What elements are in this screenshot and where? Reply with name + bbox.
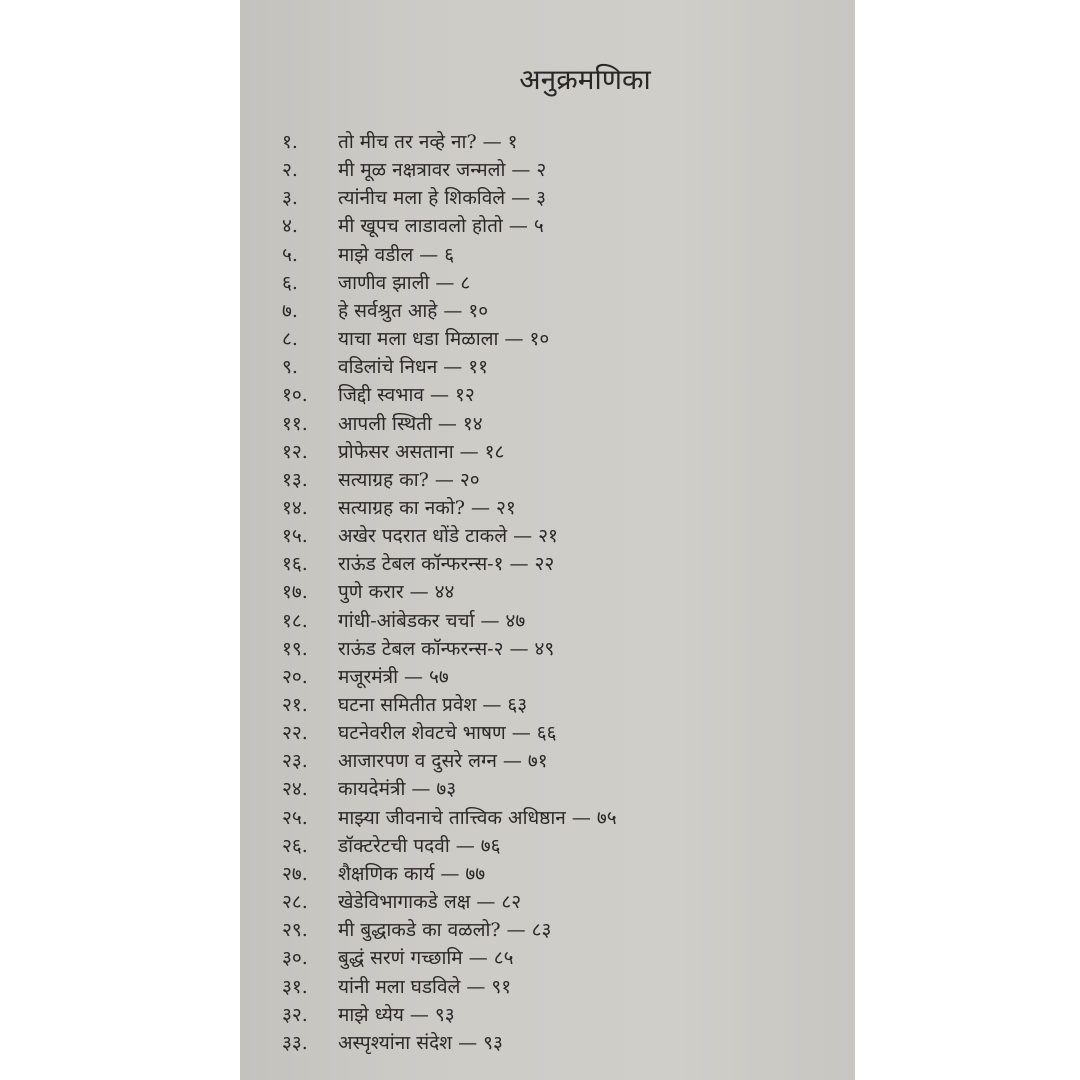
entry-page: २० xyxy=(459,468,480,491)
entry-number: १२. xyxy=(282,440,308,463)
entry-separator: — xyxy=(482,131,502,153)
toc-entry xyxy=(282,719,556,747)
entry-separator: — xyxy=(509,637,529,660)
entry-separator: — xyxy=(502,750,522,773)
entry-separator: — xyxy=(411,778,431,801)
toc-entry xyxy=(282,944,513,972)
entry-separator: — xyxy=(482,694,502,716)
entry-number: २७. xyxy=(282,862,308,885)
toc-entry xyxy=(282,184,546,212)
entry-separator: — xyxy=(409,581,429,604)
entry-page: १ xyxy=(507,131,518,153)
entry-title: पुणे करार xyxy=(338,581,404,604)
entry-number: १०. xyxy=(282,384,308,407)
toc-entry xyxy=(282,438,504,466)
entry-page: ६६ xyxy=(536,722,557,745)
entry-page: १२ xyxy=(454,384,475,407)
entry-separator: — xyxy=(508,215,528,238)
entry-separator: — xyxy=(443,356,463,379)
entry-title: वडिलांचे निधन xyxy=(338,356,438,379)
entry-separator: — xyxy=(409,1003,429,1026)
toc-entry xyxy=(282,691,527,719)
entry-number: २०. xyxy=(282,665,308,688)
toc-entry xyxy=(282,804,617,832)
entry-number: ८. xyxy=(282,328,298,351)
entry-number: २८. xyxy=(282,891,308,914)
entry-page: १४ xyxy=(462,412,483,435)
toc-entry xyxy=(282,241,454,269)
entry-number: १३. xyxy=(282,468,308,491)
entry-separator: — xyxy=(476,891,496,914)
entry-page: २१ xyxy=(538,525,558,548)
entry-title: राऊंड टेबल कॉन्फरन्स-१ xyxy=(338,553,504,576)
entry-title: प्रोफेसर असताना xyxy=(338,440,454,463)
toc-entry xyxy=(282,522,558,550)
entry-page: १० xyxy=(529,328,550,351)
entry-number: ५. xyxy=(282,243,298,266)
entry-page: ५ xyxy=(533,215,544,238)
entry-page: ४७ xyxy=(505,609,526,632)
entry-page: ७६ xyxy=(480,834,501,857)
entry-title: आजारपण व दुसरे लग्न xyxy=(338,750,497,773)
entry-page: ८२ xyxy=(501,891,522,914)
entry-page: ३ xyxy=(536,187,547,210)
entry-title: मी बुद्धाकडे का वळलो? xyxy=(338,919,501,942)
entry-title: मजूरमंत्री xyxy=(338,665,399,688)
entry-number: ३. xyxy=(282,187,298,210)
entry-page: ९३ xyxy=(434,1003,455,1026)
toc-entry xyxy=(282,775,456,803)
toc-entry xyxy=(282,635,554,663)
entry-number: ९. xyxy=(282,356,298,379)
toc-entry xyxy=(282,550,554,578)
entry-title: त्यांनीच मला हे शिकविले xyxy=(338,187,506,210)
entry-page: ७७ xyxy=(465,862,486,885)
toc-entry xyxy=(282,325,549,353)
entry-separator: — xyxy=(511,187,531,210)
entry-separator: — xyxy=(513,525,533,548)
toc-entry xyxy=(282,128,518,156)
entry-separator: — xyxy=(455,834,475,857)
entry-title: शैक्षणिक कार्य xyxy=(338,862,435,885)
entry-number: २२. xyxy=(282,722,308,745)
toc-entry xyxy=(282,663,449,691)
book-page xyxy=(240,0,855,1080)
entry-number: २३. xyxy=(282,750,308,773)
entry-number: १७. xyxy=(282,581,308,604)
toc-entry xyxy=(282,381,475,409)
entry-title: माझे ध्येय xyxy=(338,1003,404,1026)
entry-title: मी मूळ नक्षत्रावर जन्मलो xyxy=(338,159,506,182)
entry-title: मी खूपच लाडावलो होतो xyxy=(338,215,503,238)
entry-page: ४४ xyxy=(434,581,455,604)
entry-title: अखेर पदरात धोंडे टाकले xyxy=(338,525,508,548)
entry-separator: — xyxy=(470,496,490,519)
entry-title: कायदेमंत्री xyxy=(338,778,406,801)
entry-number: १५. xyxy=(282,525,308,548)
entry-page: २१ xyxy=(495,496,516,519)
entry-title: घटनेवरील शेवटचे भाषण xyxy=(338,722,506,745)
entry-page: २२ xyxy=(534,553,555,576)
entry-separator: — xyxy=(509,553,529,576)
entry-title: माझे वडील xyxy=(338,243,414,266)
toc-entry xyxy=(282,973,511,1001)
toc-entry xyxy=(282,466,480,494)
entry-title: हे सर्वश्रुत आहे xyxy=(338,299,438,322)
entry-title: बुद्धं सरणं गच्छामि xyxy=(338,947,463,970)
entry-number: ७. xyxy=(282,299,298,322)
entry-number: १६. xyxy=(282,553,308,576)
entry-number: २५. xyxy=(282,806,308,829)
entry-separator: — xyxy=(504,328,524,351)
toc-entry xyxy=(282,269,470,297)
toc-entry xyxy=(282,1029,503,1057)
entry-separator: — xyxy=(571,806,591,829)
entry-page: ६ xyxy=(444,243,455,266)
toc-entry xyxy=(282,916,551,944)
entry-title: डॉक्टरेटची पदवी xyxy=(338,834,450,857)
entry-number: २४. xyxy=(282,778,308,801)
entry-separator: — xyxy=(440,862,460,885)
entry-title: आपली स्थिती xyxy=(338,412,432,435)
toc-entry xyxy=(282,860,485,888)
toc-entry xyxy=(282,607,525,635)
entry-separator: — xyxy=(429,384,449,407)
entry-separator: — xyxy=(511,722,531,745)
entry-number: ३१. xyxy=(282,975,308,998)
entry-page: ११ xyxy=(468,356,489,379)
entry-number: १९. xyxy=(282,637,308,660)
entry-separator: — xyxy=(434,468,454,491)
entry-page: १८ xyxy=(484,440,505,463)
page-title: अनुक्रमणिका xyxy=(519,63,651,96)
toc-entry xyxy=(282,1001,455,1029)
toc-entry xyxy=(282,832,501,860)
entry-title: गांधी-आंबेडकर चर्चा xyxy=(338,609,475,632)
toc-entry xyxy=(282,297,488,325)
entry-page: ७५ xyxy=(596,806,617,829)
toc-entry xyxy=(282,410,483,438)
entry-page: २ xyxy=(536,159,547,182)
entry-title: माझ्या जीवनाचे तात्त्विक अधिष्ठान xyxy=(338,806,566,829)
entry-page: ९३ xyxy=(483,1031,503,1054)
entry-separator: — xyxy=(466,975,486,998)
entry-number: १८. xyxy=(282,609,308,632)
entry-number: ४. xyxy=(282,215,298,238)
entry-separator: — xyxy=(443,299,463,322)
entry-page: ७३ xyxy=(436,778,457,801)
entry-title: यांनी मला घडविले xyxy=(338,975,461,998)
toc-entry xyxy=(282,578,454,606)
entry-number: २९. xyxy=(282,919,308,942)
entry-page: ६३ xyxy=(507,694,528,716)
entry-title: सत्याग्रह का नको? xyxy=(338,496,465,519)
entry-separator: — xyxy=(458,1031,478,1054)
toc-entry xyxy=(282,494,516,522)
entry-title: जिद्दी स्वभाव xyxy=(338,384,424,407)
entry-page: ५७ xyxy=(429,665,449,688)
entry-separator: — xyxy=(468,947,488,970)
entry-title: घटना समितीत प्रवेश xyxy=(338,694,477,716)
entry-page: ८ xyxy=(460,271,471,294)
toc-entry xyxy=(282,212,544,240)
entry-separator: — xyxy=(404,665,424,688)
entry-number: २. xyxy=(282,159,298,182)
entry-number: १४. xyxy=(282,496,308,519)
entry-number: २६. xyxy=(282,834,308,857)
toc-entry xyxy=(282,888,521,916)
entry-number: ३२. xyxy=(282,1003,308,1026)
entry-title: खेडेविभागाकडे लक्ष xyxy=(338,891,471,914)
entry-separator: — xyxy=(419,243,439,266)
entry-page: ७१ xyxy=(527,750,548,773)
entry-page: ९१ xyxy=(491,975,512,998)
entry-title: जाणीव झाली xyxy=(338,271,430,294)
entry-title: सत्याग्रह का? xyxy=(338,468,429,491)
toc-entry xyxy=(282,156,546,184)
entry-number: २१. xyxy=(282,694,308,716)
entry-number: ११. xyxy=(282,412,308,435)
entry-number: ६. xyxy=(282,271,298,294)
entry-separator: — xyxy=(506,919,526,942)
entry-page: ८३ xyxy=(531,919,552,942)
entry-separator: — xyxy=(459,440,479,463)
entry-separator: — xyxy=(511,159,531,182)
entry-title: तो मीच तर नव्हे ना? xyxy=(338,131,477,153)
entry-number: १. xyxy=(282,131,298,153)
entry-title: अस्पृश्यांना संदेश xyxy=(338,1031,453,1054)
entry-number: ३३. xyxy=(282,1031,308,1054)
toc-entry xyxy=(282,747,548,775)
toc-entry xyxy=(282,353,488,381)
entry-title: याचा मला धडा मिळाला xyxy=(338,328,499,351)
entry-page: ४९ xyxy=(534,637,555,660)
entry-separator: — xyxy=(437,412,457,435)
entry-page: ८५ xyxy=(493,947,514,970)
entry-page: १० xyxy=(468,299,489,322)
entry-separator: — xyxy=(480,609,500,632)
entry-separator: — xyxy=(435,271,455,294)
entry-title: राऊंड टेबल कॉन्फरन्स-२ xyxy=(338,637,504,660)
entry-number: ३०. xyxy=(282,947,308,970)
